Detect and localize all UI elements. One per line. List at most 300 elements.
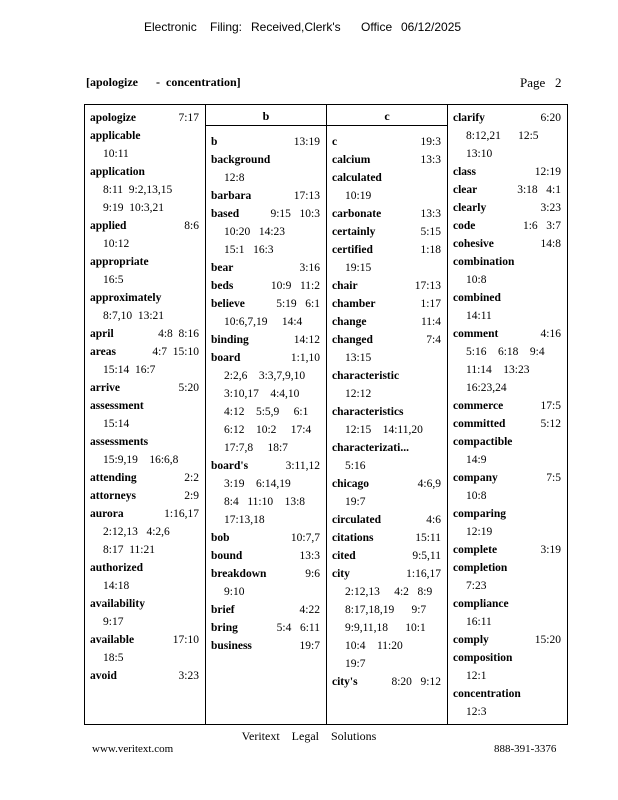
index-entry bbox=[332, 241, 447, 277]
entry-first-line bbox=[211, 601, 326, 619]
index-entry bbox=[332, 313, 447, 331]
page-line-refs: 5:15 bbox=[420, 226, 441, 238]
page-line-refs-continued: 5:16 bbox=[345, 460, 366, 472]
index-word: business bbox=[211, 640, 252, 652]
index-entry bbox=[332, 511, 447, 529]
index-word: committed bbox=[453, 418, 506, 430]
page-line-refs: 1:18 bbox=[420, 244, 441, 256]
index-entry bbox=[332, 403, 447, 439]
index-entry bbox=[90, 631, 205, 667]
page-line-refs-continued: 19:7 bbox=[345, 496, 366, 508]
entry-first-line bbox=[332, 673, 447, 691]
page-line-refs: 13:3 bbox=[420, 208, 441, 220]
page-line-refs-continued: 2:12,13 4:2 8:9 bbox=[345, 586, 433, 598]
column-entries bbox=[206, 126, 326, 655]
index-entry bbox=[90, 487, 205, 505]
page-line-refs-continued: 12:15 14:11,20 bbox=[345, 424, 423, 436]
entry-first-line bbox=[90, 559, 205, 577]
page-line-refs-continued: 2:2,6 3:3,7,9,10 bbox=[224, 370, 306, 382]
index-entry bbox=[453, 109, 567, 163]
entry-first-line bbox=[90, 667, 205, 685]
index-word: based bbox=[211, 208, 240, 220]
index-word: application bbox=[90, 166, 145, 178]
entry-first-line bbox=[453, 433, 567, 451]
page-line-refs-continued: 10:20 14:23 bbox=[224, 226, 286, 238]
entry-first-line bbox=[211, 565, 326, 583]
index-word: availability bbox=[90, 598, 145, 610]
entry-first-line bbox=[332, 151, 447, 169]
page-line-refs-continued: 9:19 10:3,21 bbox=[103, 202, 165, 214]
entry-first-line bbox=[211, 349, 326, 367]
index-entry bbox=[453, 289, 567, 325]
entry-first-line bbox=[211, 277, 326, 295]
entry-first-line bbox=[90, 253, 205, 271]
index-entry bbox=[90, 253, 205, 289]
index-word: arrive bbox=[90, 382, 121, 394]
column-entries bbox=[448, 105, 567, 721]
index-word: clarify bbox=[453, 112, 485, 124]
page-line-refs-continued: 12:1 bbox=[466, 670, 487, 682]
index-word: board bbox=[211, 352, 241, 364]
page-line-refs: 3:11,12 bbox=[285, 460, 320, 472]
page-line-refs: 13:19 bbox=[293, 136, 320, 148]
index-word: comparing bbox=[453, 508, 507, 520]
entry-first-line bbox=[90, 595, 205, 613]
index-word: binding bbox=[211, 334, 249, 346]
index-entry bbox=[90, 325, 205, 343]
page-line-refs: 12:19 bbox=[534, 166, 561, 178]
page-line-refs: 14:8 bbox=[540, 238, 561, 250]
index-word: applicable bbox=[90, 130, 141, 142]
entry-first-line bbox=[453, 685, 567, 703]
entry-first-line bbox=[453, 181, 567, 199]
entry-first-line bbox=[332, 475, 447, 493]
index-word: clear bbox=[453, 184, 478, 196]
index-entry bbox=[332, 223, 447, 241]
page-number: Page 2 bbox=[520, 75, 562, 90]
index-word: beds bbox=[211, 280, 234, 292]
page-line-refs-continued: 16:23,24 bbox=[466, 382, 507, 394]
page-line-refs-continued: 14:11 bbox=[466, 310, 492, 322]
index-entry bbox=[211, 601, 326, 619]
entry-first-line bbox=[211, 331, 326, 349]
index-word: cited bbox=[332, 550, 356, 562]
index-entry bbox=[90, 163, 205, 217]
index-word: appropriate bbox=[90, 256, 149, 268]
index-word: background bbox=[211, 154, 271, 166]
index-word: chamber bbox=[332, 298, 376, 310]
index-entry bbox=[211, 259, 326, 277]
index-entry bbox=[332, 547, 447, 565]
index-word: barbara bbox=[211, 190, 252, 202]
page-line-refs: 4:8 8:16 bbox=[158, 328, 199, 340]
index-entry bbox=[211, 331, 326, 349]
entry-first-line bbox=[90, 127, 205, 145]
index-entry bbox=[90, 667, 205, 685]
entry-first-line bbox=[332, 529, 447, 547]
page-line-refs-continued: 10:12 bbox=[103, 238, 130, 250]
page-line-refs-continued: 15:9,19 16:6,8 bbox=[103, 454, 179, 466]
entry-first-line bbox=[332, 547, 447, 565]
index-entry bbox=[332, 169, 447, 205]
index-word: assessment bbox=[90, 400, 144, 412]
page-line-refs-continued: 9:9,11,18 10:1 bbox=[345, 622, 426, 634]
index-entry bbox=[332, 367, 447, 403]
entry-first-line bbox=[90, 505, 205, 523]
index-word: carbonate bbox=[332, 208, 382, 220]
index-entry bbox=[332, 529, 447, 547]
index-entry bbox=[211, 295, 326, 331]
page-line-refs: 1:6 3:7 bbox=[522, 220, 561, 232]
index-word: certainly bbox=[332, 226, 376, 238]
footer-phone: 888-391-3376 bbox=[494, 743, 557, 755]
index-entry bbox=[332, 151, 447, 169]
page-line-refs-continued: 10:6,7,19 14:4 bbox=[224, 316, 303, 328]
page-line-refs-continued: 12:12 bbox=[345, 388, 372, 400]
entry-first-line bbox=[453, 289, 567, 307]
page-line-refs: 4:22 bbox=[299, 604, 320, 616]
entry-first-line bbox=[211, 457, 326, 475]
page-line-refs: 15:11 bbox=[415, 532, 441, 544]
page-line-refs: 17:10 bbox=[172, 634, 199, 646]
entry-first-line bbox=[90, 487, 205, 505]
page-line-refs-continued: 3:10,17 4:4,10 bbox=[224, 388, 300, 400]
index-word: b bbox=[211, 136, 218, 148]
index-entry bbox=[453, 631, 567, 649]
page-line-refs-continued: 11:14 13:23 bbox=[466, 364, 530, 376]
index-entry bbox=[453, 541, 567, 559]
page-line-refs: 19:3 bbox=[420, 136, 441, 148]
column-heading: c bbox=[327, 105, 447, 126]
index-entry bbox=[211, 205, 326, 259]
page-line-refs: 15:20 bbox=[534, 634, 561, 646]
page-line-refs: 5:20 bbox=[178, 382, 199, 394]
footer-website: www.veritext.com bbox=[92, 743, 174, 755]
page-line-refs-continued: 12:8 bbox=[224, 172, 245, 184]
page-line-refs-continued: 13:15 bbox=[345, 352, 372, 364]
entry-first-line bbox=[211, 619, 326, 637]
index-column-4 bbox=[448, 105, 567, 724]
page-line-refs: 9:6 bbox=[305, 568, 320, 580]
index-entry bbox=[453, 559, 567, 595]
index-word: calcium bbox=[332, 154, 371, 166]
index-word: authorized bbox=[90, 562, 144, 574]
entry-first-line bbox=[453, 199, 567, 217]
index-entry bbox=[90, 505, 205, 559]
page-line-refs: 3:16 bbox=[299, 262, 320, 274]
index-word: april bbox=[90, 328, 114, 340]
page-line-refs: 2:2 bbox=[184, 472, 199, 484]
index-entry bbox=[332, 295, 447, 313]
index-entry bbox=[332, 331, 447, 367]
index-word: board's bbox=[211, 460, 249, 472]
page-line-refs: 6:20 bbox=[540, 112, 561, 124]
page-line-refs: 3:19 bbox=[540, 544, 561, 556]
index-word: class bbox=[453, 166, 476, 178]
index-entry bbox=[453, 397, 567, 415]
entry-first-line bbox=[453, 397, 567, 415]
footer-company: Veritext Legal Solutions bbox=[241, 729, 377, 743]
entry-first-line bbox=[211, 259, 326, 277]
page-line-refs: 4:6 bbox=[426, 514, 441, 526]
entry-first-line bbox=[332, 511, 447, 529]
entry-first-line bbox=[453, 217, 567, 235]
page-line-refs-continued: 10:11 bbox=[103, 148, 129, 160]
banner-office: Office bbox=[361, 20, 393, 34]
index-entry bbox=[332, 475, 447, 511]
page-line-refs: 13:3 bbox=[299, 550, 320, 562]
index-word: city's bbox=[332, 676, 358, 688]
entry-first-line bbox=[453, 253, 567, 271]
page-line-refs-continued: 8:11 9:2,13,15 bbox=[103, 184, 173, 196]
entry-first-line bbox=[90, 289, 205, 307]
page-line-refs: 10:7,7 bbox=[290, 532, 320, 544]
entry-first-line bbox=[453, 505, 567, 523]
index-entry bbox=[211, 619, 326, 637]
index-word: change bbox=[332, 316, 367, 328]
page-line-refs-continued: 19:7 bbox=[345, 658, 366, 670]
index-word: code bbox=[453, 220, 476, 232]
banner-date: 06/12/2025 bbox=[401, 20, 462, 34]
index-entry bbox=[211, 565, 326, 601]
page-line-refs: 2:9 bbox=[184, 490, 199, 502]
entry-first-line bbox=[211, 133, 326, 151]
page-line-refs-continued: 8:7,10 13:21 bbox=[103, 310, 165, 322]
page-line-refs-continued: 6:12 10:2 17:4 bbox=[224, 424, 312, 436]
entry-first-line bbox=[453, 595, 567, 613]
index-word: city bbox=[332, 568, 350, 580]
entry-first-line bbox=[453, 109, 567, 127]
page-line-refs-continued: 10:4 11:20 bbox=[345, 640, 403, 652]
index-word: available bbox=[90, 634, 135, 646]
page-line-refs: 1:1,10 bbox=[290, 352, 320, 364]
index-entry bbox=[332, 565, 447, 673]
index-entry bbox=[90, 559, 205, 595]
index-word: apologize bbox=[90, 112, 136, 124]
page-line-refs-continued: 7:23 bbox=[466, 580, 487, 592]
entry-first-line bbox=[332, 295, 447, 313]
entry-first-line bbox=[332, 367, 447, 385]
index-entry bbox=[90, 343, 205, 379]
index-word: cohesive bbox=[453, 238, 494, 250]
banner-received: Received,Clerk's bbox=[251, 20, 341, 34]
index-entry bbox=[453, 469, 567, 505]
page-line-refs: 19:7 bbox=[299, 640, 320, 652]
page-line-refs: 1:17 bbox=[420, 298, 441, 310]
column-heading: b bbox=[206, 105, 326, 126]
index-column-3 bbox=[327, 105, 448, 724]
entry-first-line bbox=[211, 637, 326, 655]
index-entry bbox=[90, 595, 205, 631]
index-word: aurora bbox=[90, 508, 124, 520]
page-line-refs: 17:5 bbox=[540, 400, 561, 412]
column-entries bbox=[85, 105, 205, 685]
entry-first-line bbox=[453, 649, 567, 667]
page-line-refs-continued: 3:19 6:14,19 bbox=[224, 478, 291, 490]
index-word: comply bbox=[453, 634, 489, 646]
index-entry bbox=[453, 433, 567, 469]
entry-first-line bbox=[90, 379, 205, 397]
entry-first-line bbox=[453, 631, 567, 649]
page-line-refs: 14:12 bbox=[293, 334, 320, 346]
index-word: brief bbox=[211, 604, 235, 616]
index-entry bbox=[90, 469, 205, 487]
page-line-refs-continued: 14:9 bbox=[466, 454, 487, 466]
entry-first-line bbox=[332, 313, 447, 331]
index-word: areas bbox=[90, 346, 116, 358]
index-word: compactible bbox=[453, 436, 513, 448]
page-line-refs: 4:16 bbox=[540, 328, 561, 340]
page-line-refs-continued: 16:11 bbox=[466, 616, 492, 628]
page-line-refs-continued: 14:18 bbox=[103, 580, 130, 592]
entry-first-line bbox=[211, 529, 326, 547]
entry-first-line bbox=[90, 469, 205, 487]
entry-first-line bbox=[332, 565, 447, 583]
index-word: completion bbox=[453, 562, 508, 574]
index-entry bbox=[211, 349, 326, 457]
index-entry bbox=[90, 127, 205, 163]
page-line-refs-continued: 15:14 bbox=[103, 418, 130, 430]
index-word: combination bbox=[453, 256, 515, 268]
index-word: bring bbox=[211, 622, 238, 634]
page-line-refs-continued: 8:4 11:10 13:8 bbox=[224, 496, 306, 508]
index-entry bbox=[453, 505, 567, 541]
index-word: circulated bbox=[332, 514, 381, 526]
page-line-refs-continued: 17:7,8 18:7 bbox=[224, 442, 288, 454]
index-entry bbox=[211, 529, 326, 547]
page-line-refs-continued: 9:10 bbox=[224, 586, 245, 598]
index-entry bbox=[211, 457, 326, 529]
page-line-refs-continued: 17:13,18 bbox=[224, 514, 265, 526]
index-entry bbox=[90, 217, 205, 253]
index-entry bbox=[453, 181, 567, 199]
index-entry bbox=[332, 205, 447, 223]
index-word: avoid bbox=[90, 670, 117, 682]
index-entry bbox=[453, 199, 567, 217]
index-word: attending bbox=[90, 472, 137, 484]
index-word: combined bbox=[453, 292, 501, 304]
entry-first-line bbox=[90, 325, 205, 343]
entry-first-line bbox=[332, 439, 447, 457]
entry-first-line bbox=[453, 235, 567, 253]
index-entry bbox=[453, 325, 567, 397]
page-line-refs-continued: 15:14 16:7 bbox=[103, 364, 156, 376]
page-line-refs: 9:5,11 bbox=[412, 550, 441, 562]
index-entry bbox=[90, 289, 205, 325]
index-word: breakdown bbox=[211, 568, 267, 580]
page-line-refs-continued: 16:5 bbox=[103, 274, 124, 286]
column-entries bbox=[327, 126, 447, 691]
page-line-refs-continued: 8:12,21 12:5 bbox=[466, 130, 539, 142]
index-word: characteristics bbox=[332, 406, 404, 418]
page-line-refs-continued: 10:19 bbox=[345, 190, 372, 202]
index-word: applied bbox=[90, 220, 127, 232]
entry-first-line bbox=[90, 397, 205, 415]
index-entry bbox=[453, 235, 567, 253]
index-entry bbox=[332, 673, 447, 691]
page-line-refs: 1:16,17 bbox=[164, 508, 199, 520]
index-entry bbox=[90, 379, 205, 397]
index-entry bbox=[453, 253, 567, 289]
banner-filing: Filing: bbox=[210, 20, 243, 34]
index-word: chair bbox=[332, 280, 358, 292]
index-entry bbox=[332, 133, 447, 151]
index-word: approximately bbox=[90, 292, 162, 304]
entry-first-line bbox=[453, 469, 567, 487]
index-word: characteristic bbox=[332, 370, 400, 382]
index-column-1 bbox=[85, 105, 206, 724]
index-entry bbox=[453, 163, 567, 181]
page-line-refs: 7:4 bbox=[426, 334, 441, 346]
entry-first-line bbox=[332, 331, 447, 349]
index-word: citations bbox=[332, 532, 374, 544]
index-word: composition bbox=[453, 652, 513, 664]
index-word: bound bbox=[211, 550, 243, 562]
page-line-refs-continued: 8:17,18,19 9:7 bbox=[345, 604, 427, 616]
index-entry bbox=[453, 217, 567, 235]
index-range: [apologize - concentration] bbox=[86, 75, 241, 89]
index-entry bbox=[90, 433, 205, 469]
page-line-refs: 4:7 15:10 bbox=[152, 346, 199, 358]
page-line-refs-continued: 15:1 16:3 bbox=[224, 244, 274, 256]
page-line-refs: 3:23 bbox=[178, 670, 199, 682]
entry-first-line bbox=[211, 547, 326, 565]
entry-first-line bbox=[453, 415, 567, 433]
index-word: commerce bbox=[453, 400, 504, 412]
index-entry bbox=[211, 133, 326, 151]
page-line-refs: 11:4 bbox=[420, 316, 441, 328]
index-entry bbox=[211, 637, 326, 655]
entry-first-line bbox=[90, 163, 205, 181]
entry-first-line bbox=[211, 295, 326, 313]
page-line-refs-continued: 12:3 bbox=[466, 706, 487, 718]
page-line-refs-continued: 8:17 11:21 bbox=[103, 544, 155, 556]
word-index-table bbox=[84, 104, 568, 725]
page-line-refs-continued: 18:5 bbox=[103, 652, 124, 664]
index-entry bbox=[453, 595, 567, 631]
page-line-refs: 8:6 bbox=[184, 220, 199, 232]
entry-first-line bbox=[453, 163, 567, 181]
page-line-refs: 7:5 bbox=[546, 472, 561, 484]
page-line-refs-continued: 10:8 bbox=[466, 274, 487, 286]
page-line-refs: 5:19 6:1 bbox=[276, 298, 320, 310]
entry-first-line bbox=[211, 151, 326, 169]
entry-first-line bbox=[332, 241, 447, 259]
page-line-refs-continued: 5:16 6:18 9:4 bbox=[466, 346, 545, 358]
index-entry bbox=[453, 649, 567, 685]
index-word: complete bbox=[453, 544, 498, 556]
index-entry bbox=[90, 109, 205, 127]
entry-first-line bbox=[332, 277, 447, 295]
index-word: characterizati... bbox=[332, 442, 409, 454]
index-word: company bbox=[453, 472, 498, 484]
entry-first-line bbox=[211, 205, 326, 223]
page-line-refs: 4:6,9 bbox=[417, 478, 441, 490]
index-entry bbox=[211, 151, 326, 187]
entry-first-line bbox=[90, 343, 205, 361]
banner-electronic: Electronic bbox=[144, 20, 197, 34]
index-word: changed bbox=[332, 334, 373, 346]
index-word: attorneys bbox=[90, 490, 136, 502]
page-line-refs-continued: 19:15 bbox=[345, 262, 372, 274]
index-word: believe bbox=[211, 298, 245, 310]
index-entry bbox=[332, 277, 447, 295]
entry-first-line bbox=[90, 433, 205, 451]
entry-first-line bbox=[453, 541, 567, 559]
entry-first-line bbox=[453, 559, 567, 577]
page-line-refs: 17:13 bbox=[293, 190, 320, 202]
page-line-refs-continued: 12:19 bbox=[466, 526, 493, 538]
